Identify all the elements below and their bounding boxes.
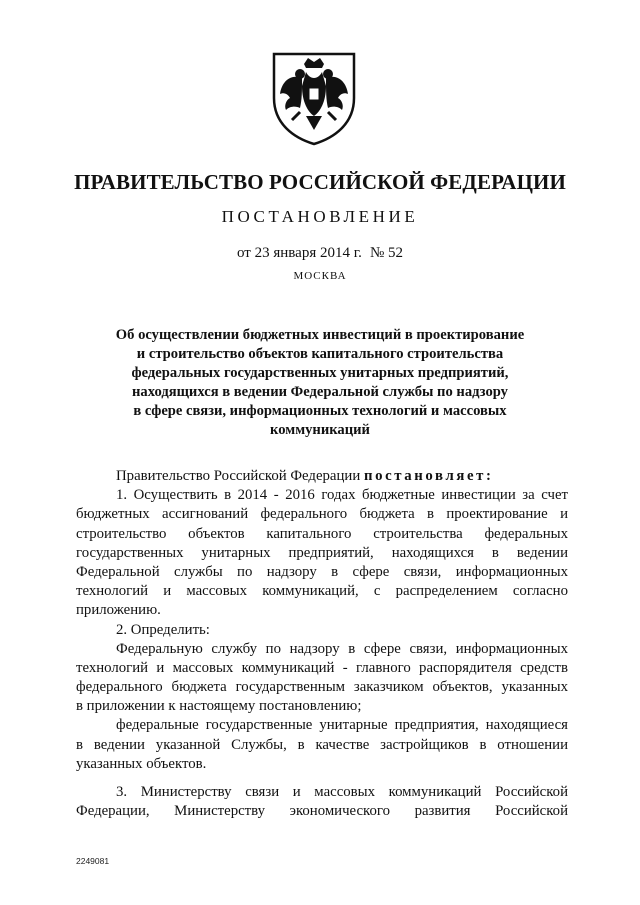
paragraph-1-line: технологий и массовых коммуникаций, с распределением согласно (76, 583, 568, 600)
paragraph-2a-line: Федеральную службу по надзору в сфере связи, информационных (116, 640, 568, 657)
paragraph-1-line: бюджетных ассигнований федерального бюджета в проектирование и (76, 506, 568, 523)
paragraph-2b-line: в ведении указанной Службы, в качестве застройщиков в отношении (76, 736, 568, 753)
paragraph-1-line: государственных унитарных предприятий, находящихся в ведении (76, 544, 568, 561)
paragraph-2b-line: указанных объектов. (76, 755, 207, 772)
preamble-line (76, 467, 568, 486)
preamble-text: Правительство Российской Федерации (116, 468, 361, 484)
document-city: МОСКВА (293, 270, 347, 282)
government-title: ПРАВИТЕЛЬСТВО РОССИЙСКОЙ ФЕДЕРАЦИИ (74, 170, 566, 194)
document-code: 2249081 (76, 856, 110, 866)
paragraph-1-line: строительство объектов капитального строительства федеральных (76, 525, 568, 542)
paragraph-2b-line: федеральные государственные унитарные предприятия, находящиеся (116, 717, 568, 734)
paragraph-3-line: 3. Министерству связи и массовых коммуникаций Российской (116, 784, 568, 800)
paragraph-2a-line: федерального бюджета государственным заказчиком объектов, указанных (76, 679, 568, 696)
subject-line: находящихся в ведении Федеральной службы по надзору (132, 384, 508, 400)
coat-of-arms-icon (270, 50, 358, 146)
document-type: ПОСТАНОВЛЕНИЕ (221, 207, 419, 226)
subject-line: федеральных государственных унитарных предприятий, (131, 365, 509, 381)
document-date: от 23 января 2014 г. (237, 245, 362, 261)
decrees-word: постановляет: (363, 468, 494, 484)
paragraph-3-line: Федерации, Министерству экономического развития Российской (76, 803, 568, 820)
document-date-line (0, 245, 640, 262)
subject-line: и строительство объектов капитального строительства (136, 346, 504, 362)
subject-line: коммуникаций (270, 422, 370, 438)
paragraph-1-line: 1. Осуществить в 2014 - 2016 годах бюджетные инвестиции за счет (116, 487, 568, 504)
paragraph-1-line: Федеральной службы по надзору в сфере связи, информационных (76, 563, 568, 580)
subject-line: в сфере связи, информационных технологий и массовых (133, 403, 507, 419)
document-number: № 52 (369, 245, 403, 261)
document-subject (80, 326, 560, 440)
subject-line: Об осуществлении бюджетных инвестиций в проектирование (115, 327, 525, 343)
paragraph-2a-line: технологий и массовых коммуникаций - главного распорядителя средств (76, 659, 568, 676)
document-body (76, 467, 568, 821)
paragraph-2a-line: в приложении к настоящему постановлению; (76, 698, 362, 715)
paragraph-1-line: приложению. (76, 602, 161, 619)
paragraph-2-heading: 2. Определить: (116, 621, 210, 638)
